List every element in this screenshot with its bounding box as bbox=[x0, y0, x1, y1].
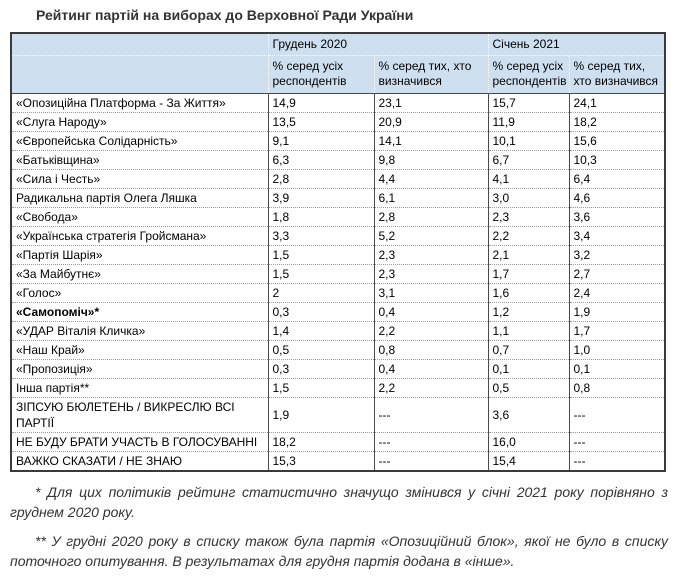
party-name-cell: ЗІПСУЮ БЮЛЕТЕНЬ / ВИКРЕСЛЮ ВСІ ПАРТІЇ bbox=[11, 397, 268, 432]
value-cell: 1,7 bbox=[488, 264, 569, 283]
party-name-cell: «Наш Край» bbox=[11, 340, 268, 359]
table-row bbox=[11, 378, 665, 397]
value-cell: 2,2 bbox=[374, 378, 488, 397]
party-ratings-table bbox=[10, 32, 666, 472]
party-name-cell: «Слуга Народу» bbox=[11, 112, 268, 131]
value-cell: 14,9 bbox=[268, 93, 374, 112]
value-cell: 3,6 bbox=[569, 207, 665, 226]
value-cell: 0,8 bbox=[569, 378, 665, 397]
value-cell: 0,8 bbox=[374, 340, 488, 359]
value-cell: 1,2 bbox=[488, 302, 569, 321]
value-cell: 0,5 bbox=[488, 378, 569, 397]
value-cell: 2,3 bbox=[374, 245, 488, 264]
value-cell: 18,2 bbox=[569, 112, 665, 131]
header-group-january-2021: Січень 2021 bbox=[488, 33, 665, 55]
value-cell: 14,1 bbox=[374, 131, 488, 150]
table-header bbox=[11, 33, 665, 93]
value-cell: 3,6 bbox=[488, 397, 569, 432]
table-row bbox=[11, 150, 665, 169]
value-cell: 3,3 bbox=[268, 226, 374, 245]
value-cell: 16,0 bbox=[488, 432, 569, 451]
value-cell: 15,6 bbox=[569, 131, 665, 150]
value-cell: 1,5 bbox=[268, 245, 374, 264]
table-row bbox=[11, 131, 665, 150]
value-cell: --- bbox=[374, 432, 488, 451]
party-name-cell: «УДАР Віталія Кличка» bbox=[11, 321, 268, 340]
value-cell: --- bbox=[569, 432, 665, 451]
table-row bbox=[11, 397, 665, 432]
value-cell: 3,9 bbox=[268, 188, 374, 207]
header-jan-decided: % серед тих, хто визначився bbox=[569, 55, 665, 93]
value-cell: 1,8 bbox=[268, 207, 374, 226]
value-cell: 5,2 bbox=[374, 226, 488, 245]
header-group-row bbox=[11, 33, 665, 55]
header-group-december-2020: Грудень 2020 bbox=[268, 33, 488, 55]
value-cell: 6,7 bbox=[488, 150, 569, 169]
value-cell: 1,1 bbox=[488, 321, 569, 340]
header-empty-cell bbox=[11, 55, 268, 93]
party-name-cell: Інша партія** bbox=[11, 378, 268, 397]
party-name-cell: Радикальна партія Олега Ляшка bbox=[11, 188, 268, 207]
page-title: Рейтинг партій на виборах до Верховної Ради України bbox=[36, 7, 414, 23]
party-name-cell: «Європейська Солідарність» bbox=[11, 131, 268, 150]
value-cell: 18,2 bbox=[268, 432, 374, 451]
party-name-cell: ВАЖКО СКАЗАТИ / НЕ ЗНАЮ bbox=[11, 451, 268, 471]
value-cell: 2,3 bbox=[374, 264, 488, 283]
value-cell: 23,1 bbox=[374, 93, 488, 112]
header-empty-cell bbox=[11, 33, 268, 55]
value-cell: 24,1 bbox=[569, 93, 665, 112]
table-row bbox=[11, 112, 665, 131]
value-cell: 13,5 bbox=[268, 112, 374, 131]
value-cell: 1,5 bbox=[268, 378, 374, 397]
value-cell: 2,7 bbox=[569, 264, 665, 283]
value-cell: 1,7 bbox=[569, 321, 665, 340]
value-cell: --- bbox=[569, 451, 665, 471]
value-cell: 1,9 bbox=[268, 397, 374, 432]
value-cell: 3,1 bbox=[374, 283, 488, 302]
value-cell: 0,5 bbox=[268, 340, 374, 359]
value-cell: 4,4 bbox=[374, 169, 488, 188]
value-cell: 2 bbox=[268, 283, 374, 302]
value-cell: 0,3 bbox=[268, 302, 374, 321]
table-body bbox=[11, 93, 665, 471]
party-name-cell: «За Майбутнє» bbox=[11, 264, 268, 283]
party-name-cell: «Сила і Честь» bbox=[11, 169, 268, 188]
table-row bbox=[11, 207, 665, 226]
header-sub-row bbox=[11, 55, 665, 93]
value-cell: 2,8 bbox=[268, 169, 374, 188]
value-cell: 0,1 bbox=[488, 359, 569, 378]
value-cell: 0,4 bbox=[374, 302, 488, 321]
value-cell: 0,7 bbox=[488, 340, 569, 359]
value-cell: 2,8 bbox=[374, 207, 488, 226]
value-cell: 15,7 bbox=[488, 93, 569, 112]
footnote-2: ** У грудні 2020 року в списку також була партія «Опозиційний блок», якої не було в списку поточного опитування. В результатах для грудня партія додана в «інше». bbox=[10, 532, 668, 569]
table-row bbox=[11, 264, 665, 283]
value-cell: 0,3 bbox=[268, 359, 374, 378]
table-row bbox=[11, 432, 665, 451]
value-cell: 20,9 bbox=[374, 112, 488, 131]
table-row bbox=[11, 188, 665, 207]
value-cell: 9,8 bbox=[374, 150, 488, 169]
table-row bbox=[11, 451, 665, 471]
party-name-cell: НЕ БУДУ БРАТИ УЧАСТЬ В ГОЛОСУВАННІ bbox=[11, 432, 268, 451]
value-cell: 1,4 bbox=[268, 321, 374, 340]
header-jan-all-respondents: % серед усіх респондентів bbox=[488, 55, 569, 93]
value-cell: 6,1 bbox=[374, 188, 488, 207]
value-cell: 4,1 bbox=[488, 169, 569, 188]
value-cell: 10,1 bbox=[488, 131, 569, 150]
table-row bbox=[11, 321, 665, 340]
party-name-cell: «Свобода» bbox=[11, 207, 268, 226]
value-cell: --- bbox=[374, 397, 488, 432]
value-cell: 6,3 bbox=[268, 150, 374, 169]
value-cell: 3,0 bbox=[488, 188, 569, 207]
party-name-cell: «Голос» bbox=[11, 283, 268, 302]
value-cell: 1,6 bbox=[488, 283, 569, 302]
table-row bbox=[11, 169, 665, 188]
value-cell: 15,4 bbox=[488, 451, 569, 471]
value-cell: 2,1 bbox=[488, 245, 569, 264]
value-cell: 1,5 bbox=[268, 264, 374, 283]
value-cell: 2,2 bbox=[488, 226, 569, 245]
table-row bbox=[11, 245, 665, 264]
value-cell: 9,1 bbox=[268, 131, 374, 150]
header-dec-decided: % серед тих, хто визначився bbox=[374, 55, 488, 93]
value-cell: 3,4 bbox=[569, 226, 665, 245]
table-row bbox=[11, 340, 665, 359]
table-row bbox=[11, 283, 665, 302]
value-cell: 6,4 bbox=[569, 169, 665, 188]
value-cell: 2,3 bbox=[488, 207, 569, 226]
table-row bbox=[11, 359, 665, 378]
party-name-cell: «Батьківщина» bbox=[11, 150, 268, 169]
value-cell: 2,2 bbox=[374, 321, 488, 340]
header-dec-all-respondents: % серед усіх респондентів bbox=[268, 55, 374, 93]
table-row bbox=[11, 93, 665, 112]
value-cell: 0,1 bbox=[569, 359, 665, 378]
value-cell: 3,2 bbox=[569, 245, 665, 264]
party-name-cell: «Партія Шарія» bbox=[11, 245, 268, 264]
value-cell: 15,3 bbox=[268, 451, 374, 471]
party-name-cell: «Українська стратегія Гройсмана» bbox=[11, 226, 268, 245]
value-cell: 4,6 bbox=[569, 188, 665, 207]
value-cell: --- bbox=[569, 397, 665, 432]
footnote-1: * Для цих політиків рейтинг статистично значущо змінився у січні 2021 року порівняно з груднем 2020 року. bbox=[10, 483, 668, 520]
value-cell: 11,9 bbox=[488, 112, 569, 131]
table-row bbox=[11, 226, 665, 245]
table-row bbox=[11, 302, 665, 321]
value-cell: 0,4 bbox=[374, 359, 488, 378]
value-cell: 1,9 bbox=[569, 302, 665, 321]
value-cell: 10,3 bbox=[569, 150, 665, 169]
party-name-cell: «Самопоміч»* bbox=[11, 302, 268, 321]
party-name-cell: «Опозиційна Платформа - За Життя» bbox=[11, 93, 268, 112]
party-name-cell: «Пропозиція» bbox=[11, 359, 268, 378]
footnotes bbox=[10, 482, 668, 571]
value-cell: 2,4 bbox=[569, 283, 665, 302]
value-cell: 1,0 bbox=[569, 340, 665, 359]
value-cell: --- bbox=[374, 451, 488, 471]
